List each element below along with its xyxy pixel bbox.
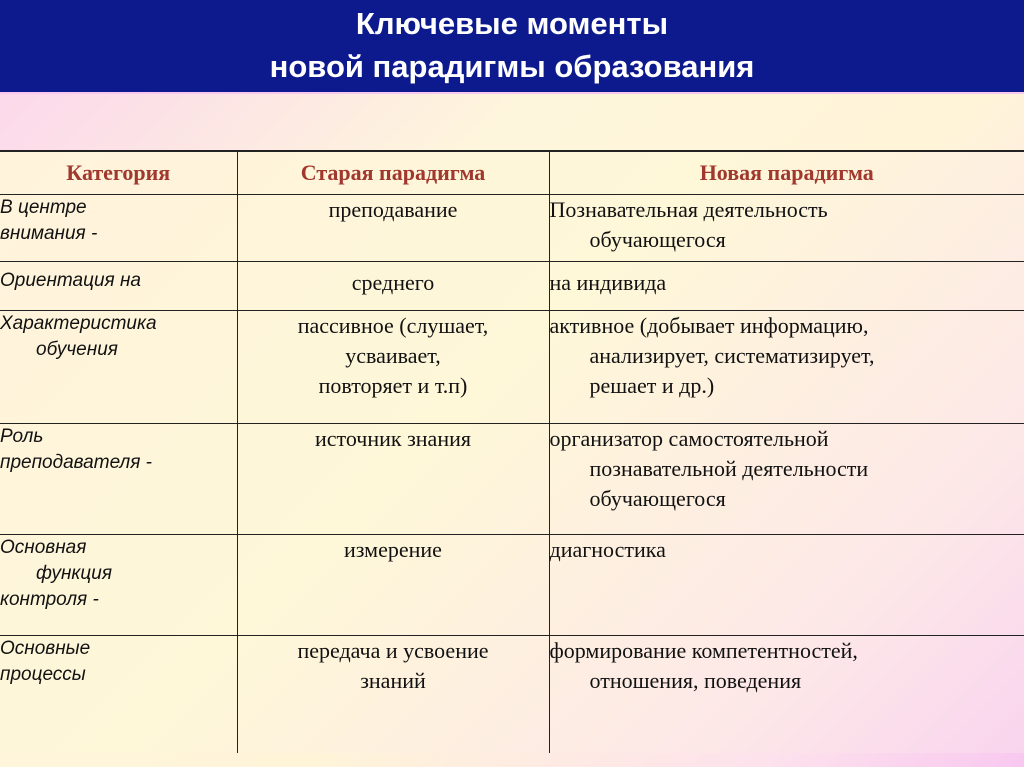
- category-line: Характеристика: [0, 313, 157, 334]
- new-line: формирование компетентностей,: [549, 638, 858, 663]
- category-line: Роль: [0, 426, 44, 447]
- category-line: процессы: [0, 664, 86, 685]
- category-line: Ориентация на: [0, 270, 141, 291]
- header-old-paradigm: Старая парадигма: [237, 151, 549, 195]
- table-row: [0, 535, 1024, 636]
- new-line: решает и др.): [589, 373, 715, 398]
- category-cell: [0, 262, 237, 311]
- old-line: передача и усвоение: [297, 638, 489, 663]
- slide-title-line-1: Ключевые моменты: [355, 6, 669, 41]
- new-paradigm-cell: [549, 311, 1024, 424]
- table-row: [0, 195, 1024, 262]
- paradigm-comparison-table: [0, 150, 1024, 753]
- new-paradigm-cell: [549, 636, 1024, 754]
- category-cell: [0, 636, 237, 754]
- title-divider: [0, 92, 1024, 94]
- new-paradigm-cell: [549, 195, 1024, 262]
- old-paradigm-cell: [237, 262, 549, 311]
- new-line: диагностика: [549, 537, 666, 562]
- old-line: измерение: [344, 537, 442, 562]
- category-line: функция: [36, 563, 112, 584]
- category-line: Основные: [0, 638, 91, 659]
- new-line: отношения, поведения: [589, 668, 802, 693]
- table-header-row: [0, 151, 1024, 195]
- new-line: на индивида: [549, 270, 667, 295]
- new-paradigm-cell: [549, 262, 1024, 311]
- category-line: Основная: [0, 537, 87, 558]
- category-line: контроля -: [0, 589, 99, 610]
- category-cell: [0, 195, 237, 262]
- new-line: анализирует, систематизирует,: [589, 343, 875, 368]
- new-line: активное (добывает информацию,: [549, 313, 869, 338]
- old-line: знаний: [360, 668, 426, 693]
- old-paradigm-cell: [237, 636, 549, 754]
- new-line: обучающегося: [589, 227, 726, 252]
- table-row: [0, 262, 1024, 311]
- old-paradigm-cell: [237, 535, 549, 636]
- category-line: обучения: [36, 339, 118, 360]
- header-category: Категория: [0, 151, 237, 195]
- old-line: повторяет и т.п): [318, 373, 468, 398]
- new-paradigm-cell: [549, 424, 1024, 535]
- new-line: обучающегося: [589, 486, 726, 511]
- category-line: внимания -: [0, 223, 98, 244]
- category-cell: [0, 535, 237, 636]
- slide-title-line-2: новой парадигмы образования: [269, 49, 755, 84]
- table-row: [0, 311, 1024, 424]
- category-line: преподавателя -: [0, 452, 152, 473]
- header-new-paradigm: Новая парадигма: [549, 151, 1024, 195]
- old-paradigm-cell: [237, 424, 549, 535]
- old-line: источник знания: [315, 426, 471, 451]
- category-line: В центре: [0, 197, 87, 218]
- new-line: Познавательная деятельность: [549, 197, 828, 222]
- category-cell: [0, 311, 237, 424]
- new-line: организатор самостоятельной: [549, 426, 829, 451]
- slide-title-bar: [0, 0, 1024, 92]
- old-line: пассивное (слушает,: [297, 313, 489, 338]
- old-paradigm-cell: [237, 311, 549, 424]
- table-row: [0, 424, 1024, 535]
- category-cell: [0, 424, 237, 535]
- old-paradigm-cell: [237, 195, 549, 262]
- new-paradigm-cell: [549, 535, 1024, 636]
- old-line: преподавание: [328, 197, 458, 222]
- old-line: среднего: [351, 270, 435, 295]
- new-line: познавательной деятельности: [589, 456, 869, 481]
- old-line: усваивает,: [345, 343, 441, 368]
- table-row: [0, 636, 1024, 754]
